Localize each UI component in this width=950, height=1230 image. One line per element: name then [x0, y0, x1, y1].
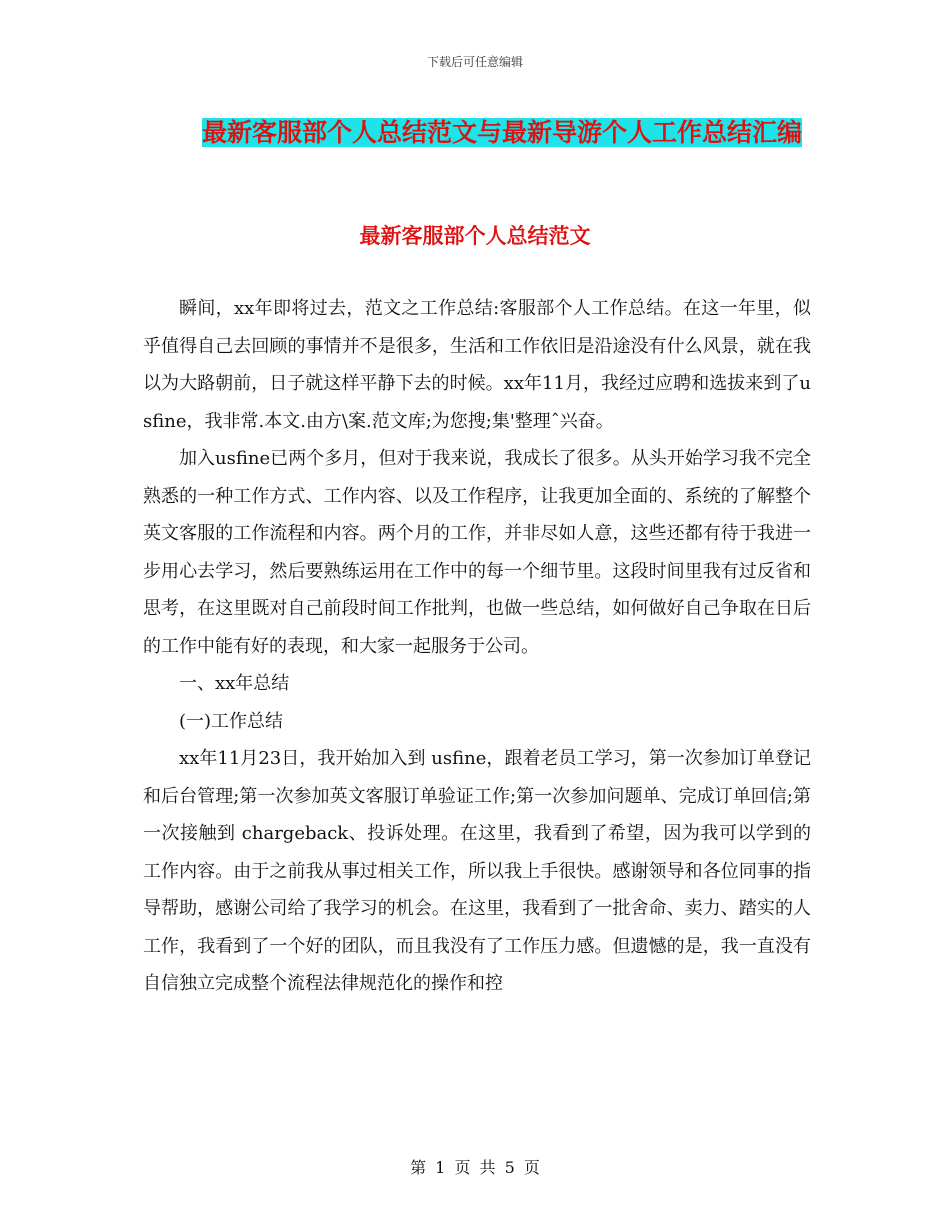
paragraph-1: 瞬间，xx年即将过去，范文之工作总结:客服部个人工作总结。在这一年里，似乎值得自己去回顾的事情并不是很多，生活和工作依旧是沿途没有什么风景，就在我以为大路朝前，日子就这样平静下去的时候。xx年11月，我经过应聘和选拔来到了usfine，我非常.本文.由方\案.范文库;为您搜;集'整理ˆ兴奋。 [143, 298, 811, 432]
document-body [143, 290, 811, 1003]
section-heading: 最新客服部个人总结范文 [359, 224, 591, 248]
paragraph-2: 加入usfine已两个多月，但对于我来说，我成长了很多。从头开始学习我不完全熟悉的一种工作方式、工作内容、以及工作程序，让我更加全面的、系统的了解整个英文客服的工作流程和内容。两个月的工作，并非尽如人意，这些还都有待于我进一步用心去学习，然后要熟练运用在工作中的每一个细节里。这段时间里我有过反省和思考，在这里既对自己前段时间工作批判，也做一些总结，如何做好自己争取在日后的工作中能有好的表现，和大家一起服务于公司。 [143, 448, 811, 657]
page-number: 第 1 页 共 5 页 [410, 1158, 540, 1177]
document-title [196, 112, 808, 154]
subheading-work-summary: (一)工作总结 [179, 710, 284, 732]
subheading-xx-year-summary: 一、xx年总结 [179, 673, 290, 694]
paragraph-3: xx年11月23日，我开始加入到 usfine，跟着老员工学习，第一次参加订单登记和后台管理;第一次参加英文客服订单验证工作;第一次参加问题单、完成订单回信;第一次接触到 chargeback、投诉处理。在这里，我看到了希望，因为我可以学到的工作内容。由于之前我从事过相关工作，所以我上手很快。感谢领导和各位同事的指导帮助，感谢公司给了我学习的机会。在这里，我看到了一批舍命、卖力、踏实的人工作，我看到了一个好的团队，而且我没有了工作压力感。但遗憾的是，我一直没有自信独立完成整个流程法律规范化的操作和控 [143, 748, 811, 994]
header-note: 下载后可任意编辑 [426, 55, 523, 69]
document-title-text: 最新客服部个人总结范文与最新导游个人工作总结汇编 [201, 118, 802, 147]
